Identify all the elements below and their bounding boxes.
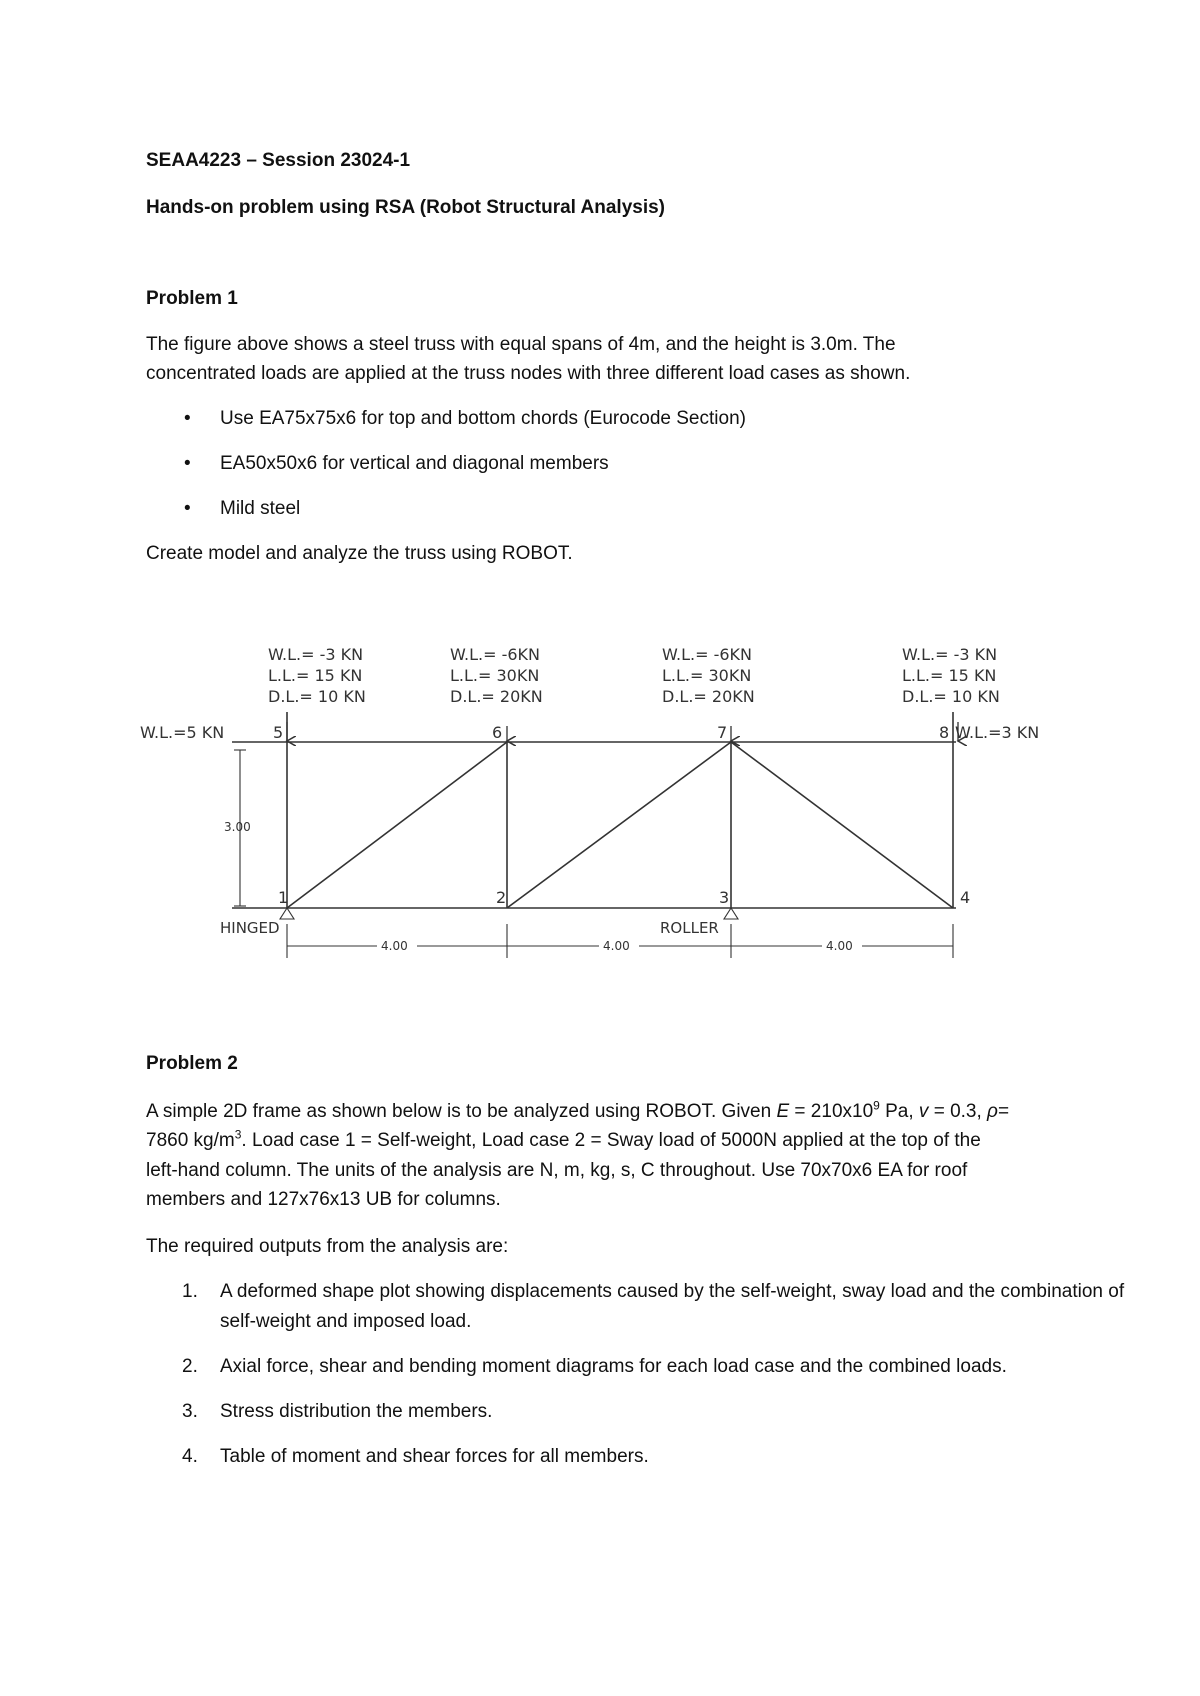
document-subtitle: Hands-on problem using RSA (Robot Structural Analysis) — [146, 197, 666, 218]
load-dl-node6: D.L.= 20KN — [450, 687, 543, 706]
side-load-right: W.L.=3 KN — [955, 723, 1040, 742]
roller-support-symbol — [724, 908, 738, 919]
problem1-para-line2: concentrated loads are applied at the truss nodes with three different load cases as shown. — [146, 363, 911, 384]
load-dl-node8: D.L.= 10 KN — [902, 687, 1000, 706]
problem1-para-line1: The figure above shows a steel truss with equal spans of 4m, and the height is 3.0m. The — [146, 334, 896, 355]
support-label-roller: ROLLER — [660, 919, 719, 937]
load-wl-node5: W.L.= -3 KN — [268, 645, 364, 664]
load-ll-node6: L.L.= 30KN — [450, 666, 540, 685]
p2-text: . Load case 1 = Self-weight, Load case 2 = Sway load of 5000N applied at the top of the — [241, 1130, 981, 1151]
output-text: Table of moment and shear forces for all members. — [220, 1446, 649, 1467]
problem1-heading: Problem 1 — [146, 288, 238, 309]
problem2-para-line1 — [146, 1097, 1009, 1127]
p2-symbol-rho: ρ — [987, 1101, 998, 1122]
span-label-2: 4.00 — [603, 939, 630, 953]
output-number: 4. — [182, 1446, 198, 1467]
p2-text: Pa, — [879, 1101, 919, 1122]
load-wl-node6: W.L.= -6KN — [450, 645, 540, 664]
load-ll-node5: L.L.= 15 KN — [268, 666, 363, 685]
load-ll-node7: L.L.= 30KN — [662, 666, 752, 685]
node-label-2: 2 — [496, 888, 507, 907]
output-number: 2. — [182, 1356, 198, 1377]
load-dl-node7: D.L.= 20KN — [662, 687, 755, 706]
p2-text: = 210x10 — [789, 1101, 874, 1122]
node-label-3: 3 — [719, 888, 730, 907]
diagonal-member-7-4 — [731, 742, 953, 908]
bullet-mark: • — [184, 453, 191, 474]
node-label-6: 6 — [492, 723, 503, 742]
node-label-1: 1 — [278, 888, 289, 907]
output-number: 1. — [182, 1281, 198, 1302]
course-session-title: SEAA4223 – Session 23024-1 — [146, 150, 411, 171]
node-label-7: 7 — [717, 723, 728, 742]
problem2-para-line4: members and 127x76x13 UB for columns. — [146, 1189, 501, 1210]
p2-text: = 0.3, — [928, 1101, 988, 1122]
bullet-text: EA50x50x6 for vertical and diagonal members — [220, 453, 609, 474]
problem1-instruction: Create model and analyze the truss using ROBOT. — [146, 543, 573, 564]
problem2-para-line3: left-hand column. The units of the analysis are N, m, kg, s, C throughout. Use 70x70x6 EA for roof — [146, 1160, 968, 1181]
p2-text: = — [997, 1101, 1010, 1122]
diagonal-member-2-7 — [507, 742, 731, 908]
output-text: Stress distribution the members. — [220, 1401, 493, 1422]
bullet-mark: • — [184, 498, 191, 519]
node-label-5: 5 — [273, 723, 284, 742]
height-dimension-label: 3.00 — [224, 820, 251, 834]
load-wl-node7: W.L.= -6KN — [662, 645, 752, 664]
node-label-8: 8 — [939, 723, 950, 742]
problem2-para-line2 — [146, 1126, 981, 1156]
span-label-1: 4.00 — [381, 939, 408, 953]
p2-exponent: 9 — [873, 1098, 880, 1113]
node-label-4: 4 — [960, 888, 971, 907]
p2-exponent: 3 — [234, 1127, 242, 1142]
load-wl-node8: W.L.= -3 KN — [902, 645, 998, 664]
problem2-heading: Problem 2 — [146, 1053, 238, 1074]
span-label-3: 4.00 — [826, 939, 853, 953]
outputs-intro: The required outputs from the analysis are: — [146, 1236, 509, 1257]
bullet-text: Mild steel — [220, 498, 301, 519]
load-ll-node8: L.L.= 15 KN — [902, 666, 997, 685]
p2-text: 7860 kg/m — [146, 1130, 235, 1151]
load-dl-node5: D.L.= 10 KN — [268, 687, 366, 706]
output-text: Axial force, shear and bending moment diagrams for each load case and the combined loads. — [220, 1356, 1007, 1377]
p2-symbol-v: v — [918, 1101, 929, 1122]
p2-symbol-E: E — [776, 1101, 790, 1122]
bullet-text: Use EA75x75x6 for top and bottom chords (Eurocode Section) — [220, 408, 746, 429]
side-load-left: W.L.=5 KN — [140, 723, 225, 742]
support-label-hinged: HINGED — [220, 919, 280, 937]
hinge-support-symbol — [280, 908, 294, 919]
truss-diagram — [140, 630, 1060, 970]
bullet-mark: • — [184, 408, 191, 429]
p2-text: A simple 2D frame as shown below is to be analyzed using ROBOT. Given — [146, 1101, 777, 1122]
output-number: 3. — [182, 1401, 198, 1422]
output-text: A deformed shape plot showing displacements caused by the self-weight, sway load and the combination of self-weight and imposed load. — [220, 1281, 1125, 1332]
diagonal-member-1-6 — [287, 742, 507, 908]
